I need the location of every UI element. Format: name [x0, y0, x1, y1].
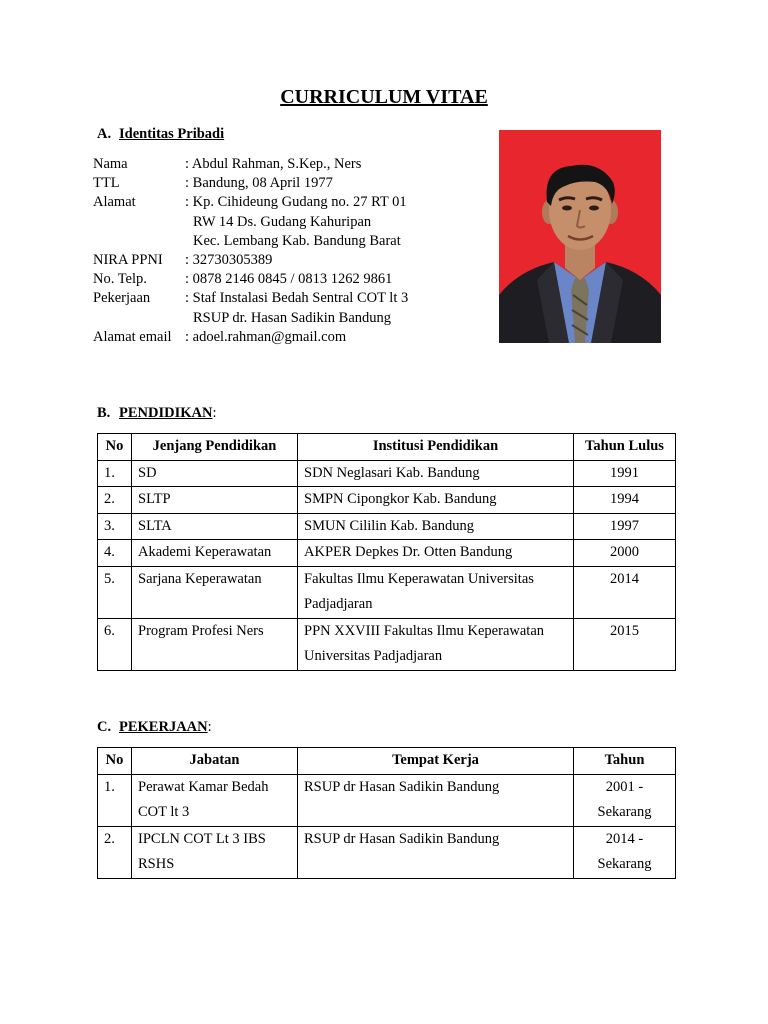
header-place: Tempat Kerja	[298, 748, 574, 775]
section-b-heading	[97, 405, 216, 422]
header-no: No	[98, 434, 132, 461]
identity-value	[185, 328, 346, 347]
cell-no: 2.	[98, 487, 132, 514]
identity-value	[185, 155, 361, 174]
document-title: CURRICULUM VITAE	[280, 86, 488, 108]
identity-value-line: Kec. Lembang Kab. Bandung Barat	[193, 232, 401, 249]
section-c-colon: :	[207, 719, 212, 735]
identity-label: Nama	[93, 156, 128, 172]
cell-level: SLTP	[132, 487, 298, 514]
work-header-row	[98, 748, 676, 775]
section-c-title: PEKERJAAN	[119, 719, 208, 735]
work-table	[97, 747, 676, 879]
cell-level: Akademi Keperawatan	[132, 540, 298, 567]
identity-value-line: : Kp. Cihideung Gudang no. 27 RT 01	[185, 194, 407, 211]
identity-block	[93, 155, 408, 347]
section-a-title: Identitas Pribadi	[119, 126, 225, 142]
identity-label: TTL	[93, 175, 120, 192]
table-row	[98, 460, 676, 487]
identity-label: No. Telp.	[93, 271, 147, 288]
cell-level: SLTA	[132, 513, 298, 540]
identity-value	[185, 174, 333, 193]
identity-value	[185, 193, 407, 251]
cell-no: 3.	[98, 513, 132, 540]
cell-year: 1994	[574, 487, 676, 514]
identity-label: NIRA PPNI	[93, 252, 163, 269]
header-position: Jabatan	[132, 748, 298, 775]
cell-year: 2014	[574, 566, 676, 618]
identity-value-line: : Abdul Rahman, S.Kep., Ners	[185, 156, 362, 172]
cell-year: 2001 - Sekarang	[574, 774, 676, 826]
section-b-colon: :	[212, 405, 217, 421]
identity-value-line: RSUP dr. Hasan Sadikin Bandung	[193, 309, 392, 326]
header-year: Tahun	[574, 748, 676, 775]
identity-value-line: : adoel.rahman@gmail.com	[185, 328, 347, 345]
cell-year: 1991	[574, 460, 676, 487]
table-row	[98, 540, 676, 567]
table-row	[98, 566, 676, 618]
section-c-letter: C.	[97, 719, 112, 735]
identity-value-line: RW 14 Ds. Gudang Kahuripan	[193, 213, 372, 230]
cell-institution: Fakultas Ilmu Keperawatan Universitas Padjadjaran	[298, 566, 574, 618]
cell-year: 2014 - Sekarang	[574, 826, 676, 878]
table-row	[98, 487, 676, 514]
identity-row-ttl	[93, 174, 408, 193]
section-b-title: PENDIDIKAN	[119, 405, 213, 421]
cell-no: 5.	[98, 566, 132, 618]
section-a-heading	[97, 126, 224, 143]
identity-value-line: : Bandung, 08 April 1977	[185, 175, 333, 192]
header-institution: Institusi Pendidikan	[298, 434, 574, 461]
identity-row-occupation	[93, 289, 408, 327]
cell-level: Program Profesi Ners	[132, 618, 298, 670]
cell-year: 2015	[574, 618, 676, 670]
identity-value-line: : Staf Instalasi Bedah Sentral COT lt 3	[185, 290, 409, 307]
person-portrait-icon	[499, 130, 661, 343]
table-row	[98, 618, 676, 670]
identity-label: Alamat	[93, 194, 136, 211]
cell-position: Perawat Kamar Bedah COT lt 3	[132, 774, 298, 826]
identity-row-email	[93, 328, 408, 347]
cell-no: 6.	[98, 618, 132, 670]
identity-value-line: : 32730305389	[185, 252, 273, 269]
table-row	[98, 774, 676, 826]
identity-row-address	[93, 193, 408, 251]
cell-place: RSUP dr Hasan Sadikin Bandung	[298, 774, 574, 826]
identity-value	[185, 251, 272, 270]
header-no: No	[98, 748, 132, 775]
identity-value	[185, 289, 408, 327]
identity-row-phone	[93, 270, 408, 289]
cell-institution: SMPN Cipongkor Kab. Bandung	[298, 487, 574, 514]
table-row	[98, 513, 676, 540]
identity-label: Alamat email	[93, 328, 172, 345]
identity-row-name	[93, 155, 408, 174]
cell-level: Sarjana Keperawatan	[132, 566, 298, 618]
cell-place: RSUP dr Hasan Sadikin Bandung	[298, 826, 574, 878]
cell-no: 2.	[98, 826, 132, 878]
education-table	[97, 433, 676, 671]
section-c-heading	[97, 719, 212, 736]
cell-institution: PPN XXVIII Fakultas Ilmu Keperawatan Universitas Padjadjaran	[298, 618, 574, 670]
header-year: Tahun Lulus	[574, 434, 676, 461]
cell-institution: SMUN Cililin Kab. Bandung	[298, 513, 574, 540]
cell-year: 2000	[574, 540, 676, 567]
identity-label: Pekerjaan	[93, 290, 151, 307]
cell-year: 1997	[574, 513, 676, 540]
cell-institution: SDN Neglasari Kab. Bandung	[298, 460, 574, 487]
profile-photo	[499, 130, 661, 343]
identity-value	[185, 270, 392, 289]
header-level: Jenjang Pendidikan	[132, 434, 298, 461]
identity-value-line: : 0878 2146 0845 / 0813 1262 9861	[185, 271, 393, 288]
cell-institution: AKPER Depkes Dr. Otten Bandung	[298, 540, 574, 567]
cell-no: 1.	[98, 460, 132, 487]
identity-row-nira	[93, 251, 408, 270]
table-row	[98, 826, 676, 878]
cell-no: 4.	[98, 540, 132, 567]
cell-level: SD	[132, 460, 298, 487]
cell-no: 1.	[98, 774, 132, 826]
section-b-letter: B.	[97, 405, 111, 421]
cell-position: IPCLN COT Lt 3 IBS RSHS	[132, 826, 298, 878]
education-header-row	[98, 434, 676, 461]
section-a-letter: A.	[97, 126, 112, 142]
